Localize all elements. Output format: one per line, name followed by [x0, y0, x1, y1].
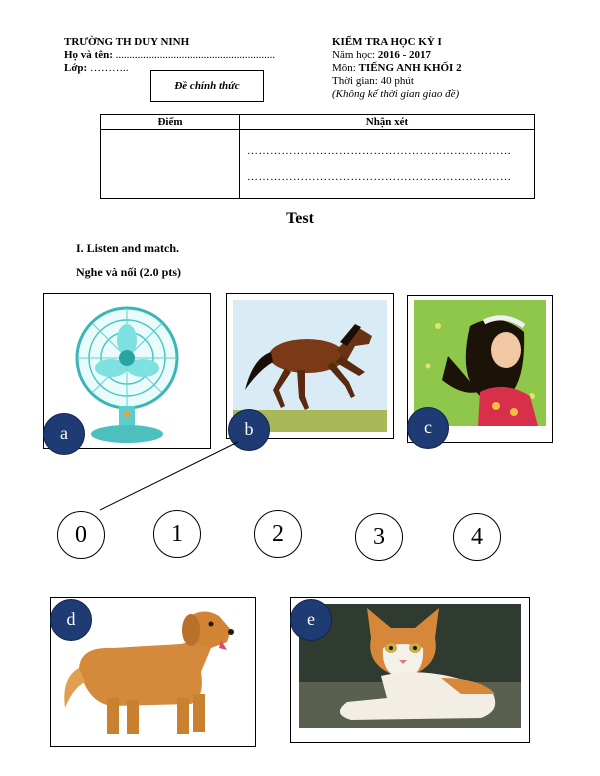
comment-header: Nhận xét: [240, 115, 535, 130]
student-name-line: [64, 49, 275, 62]
score-table: [100, 114, 535, 199]
time-line: Thời gian: 40 phút: [332, 75, 414, 87]
name-field[interactable]: ..........................................................: [115, 49, 276, 61]
number-4-circle[interactable]: 4: [453, 513, 501, 561]
year-label: Năm học:: [332, 49, 376, 61]
number-0-circle[interactable]: 0: [57, 511, 105, 559]
section-subtitle: Nghe và nối (2.0 pts): [76, 265, 182, 279]
class-label: Lớp:: [64, 62, 88, 74]
number-3-circle[interactable]: 3: [355, 513, 403, 561]
exam-header: [332, 36, 462, 101]
subject-label: Môn:: [332, 62, 356, 74]
subject-line: [332, 62, 462, 75]
score-header: Điểm: [101, 115, 240, 130]
comment-line-2: ……………………………………………………………: [247, 171, 512, 183]
class-field[interactable]: ………..: [89, 62, 129, 74]
picture-e-badge: e: [290, 599, 332, 641]
picture-d-badge: d: [50, 599, 92, 641]
test-title: Test: [286, 210, 314, 227]
picture-c-badge: c: [407, 407, 449, 449]
section-title: I. Listen and match.: [76, 241, 180, 255]
time-note: (Không kể thời gian giao đề): [332, 88, 460, 100]
year-value: 2016 - 2017: [377, 49, 431, 61]
official-exam-box: Đề chính thức: [150, 70, 264, 102]
name-label: Họ và tên:: [64, 49, 113, 61]
year-line: [332, 49, 462, 62]
school-name: TRƯỜNG TH DUY NINH: [64, 36, 190, 48]
subject-value: TIẾNG ANH KHỐI 2: [358, 62, 462, 74]
number-1-circle[interactable]: 1: [153, 510, 201, 558]
picture-a-badge: a: [43, 413, 85, 455]
score-cell[interactable]: [101, 130, 240, 199]
number-2-circle[interactable]: 2: [254, 510, 302, 558]
picture-b-badge: b: [228, 409, 270, 451]
exam-title: KIỂM TRA HỌC KỲ I: [332, 36, 442, 48]
comment-cell[interactable]: [240, 130, 535, 199]
comment-line-1: ……………………………………………………………: [247, 145, 512, 157]
